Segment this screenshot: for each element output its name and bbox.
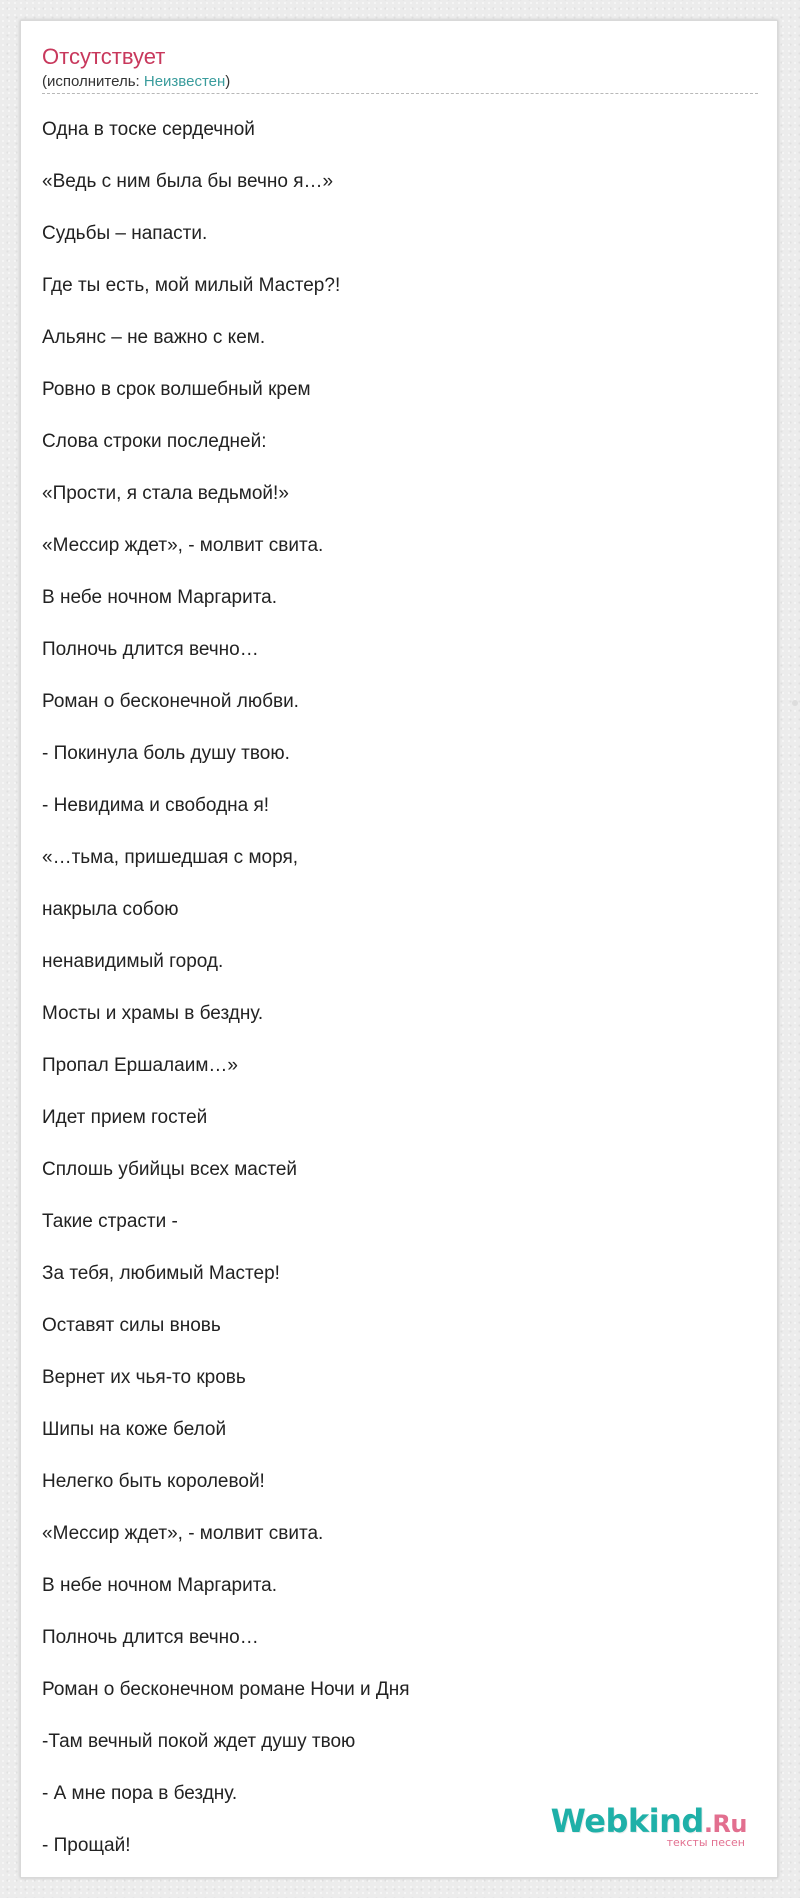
artist-prefix: (исполнитель: xyxy=(42,73,144,90)
lyric-line: Мосты и храмы в бездну. xyxy=(42,1003,264,1024)
lyric-line: - Покинула боль душу твою. xyxy=(42,743,290,764)
lyric-line: «Мессир ждет», - молвит свита. xyxy=(42,1523,324,1544)
lyric-line: Где ты есть, мой милый Мастер?! xyxy=(42,275,341,296)
lyric-line: Оставят силы вновь xyxy=(42,1315,221,1336)
page-edge-mark xyxy=(792,700,798,706)
lyric-line: Вернет их чья-то кровь xyxy=(42,1367,246,1388)
artist-line xyxy=(42,73,230,91)
header-divider xyxy=(42,93,758,94)
lyric-line: Такие страсти - xyxy=(42,1211,178,1232)
song-title: Отсутствует xyxy=(42,44,166,69)
logo-tagline: тексты песен xyxy=(666,1836,745,1849)
artist-link[interactable]: Неизвестен xyxy=(143,73,226,90)
logo-main-text: Webkind xyxy=(550,1802,704,1840)
lyric-line: «…тьма, пришедшая с моря, xyxy=(42,847,299,868)
lyric-line: - А мне пора в бездну. xyxy=(42,1783,238,1804)
lyric-line: «Прости, я стала ведьмой!» xyxy=(42,483,289,504)
webkind-logo[interactable] xyxy=(551,1804,747,1849)
lyric-line: Полночь длится вечно… xyxy=(42,1627,259,1648)
lyric-line: «Мессир ждет», - молвит свита. xyxy=(42,535,324,556)
lyric-line: Слова строки последней: xyxy=(42,431,267,452)
lyric-line: Роман о бесконечной любви. xyxy=(42,691,299,712)
lyric-line: Одна в тоске сердечной xyxy=(42,119,255,140)
artist-suffix: ) xyxy=(225,73,231,90)
lyric-line: Сплошь убийцы всех мастей xyxy=(42,1159,298,1180)
lyric-line: накрыла собою xyxy=(42,899,179,920)
lyric-line: - Невидима и свободна я! xyxy=(42,795,270,816)
lyric-line: За тебя, любимый Мастер! xyxy=(42,1263,280,1284)
lyric-line: - Прощай! xyxy=(42,1835,131,1856)
lyrics-list xyxy=(42,118,758,1886)
lyric-line: Пропал Ершалаим…» xyxy=(42,1055,238,1076)
lyric-line: Шипы на коже белой xyxy=(42,1419,227,1440)
lyric-line: Полночь длится вечно… xyxy=(42,639,259,660)
lyric-line: Нелегко быть королевой! xyxy=(42,1471,265,1492)
lyric-line: В небе ночном Маргарита. xyxy=(42,587,278,608)
lyric-line: Судьбы – напасти. xyxy=(42,223,208,244)
lyric-line: -Там вечный покой ждет душу твою xyxy=(42,1731,356,1752)
lyric-line: Идет прием гостей xyxy=(42,1107,208,1128)
lyric-line: Роман о бесконечном романе Ночи и Дня xyxy=(42,1679,410,1700)
lyric-line: ненавидимый город. xyxy=(42,951,224,972)
lyric-line: В небе ночном Маргарита. xyxy=(42,1575,278,1596)
logo-tld-text: .Ru xyxy=(703,1810,747,1838)
lyrics-card xyxy=(20,20,778,1878)
lyric-line: Ровно в срок волшебный крем xyxy=(42,379,311,400)
lyric-line: «Ведь с ним была бы вечно я…» xyxy=(42,171,334,192)
lyric-line: Альянс – не важно с кем. xyxy=(42,327,266,348)
